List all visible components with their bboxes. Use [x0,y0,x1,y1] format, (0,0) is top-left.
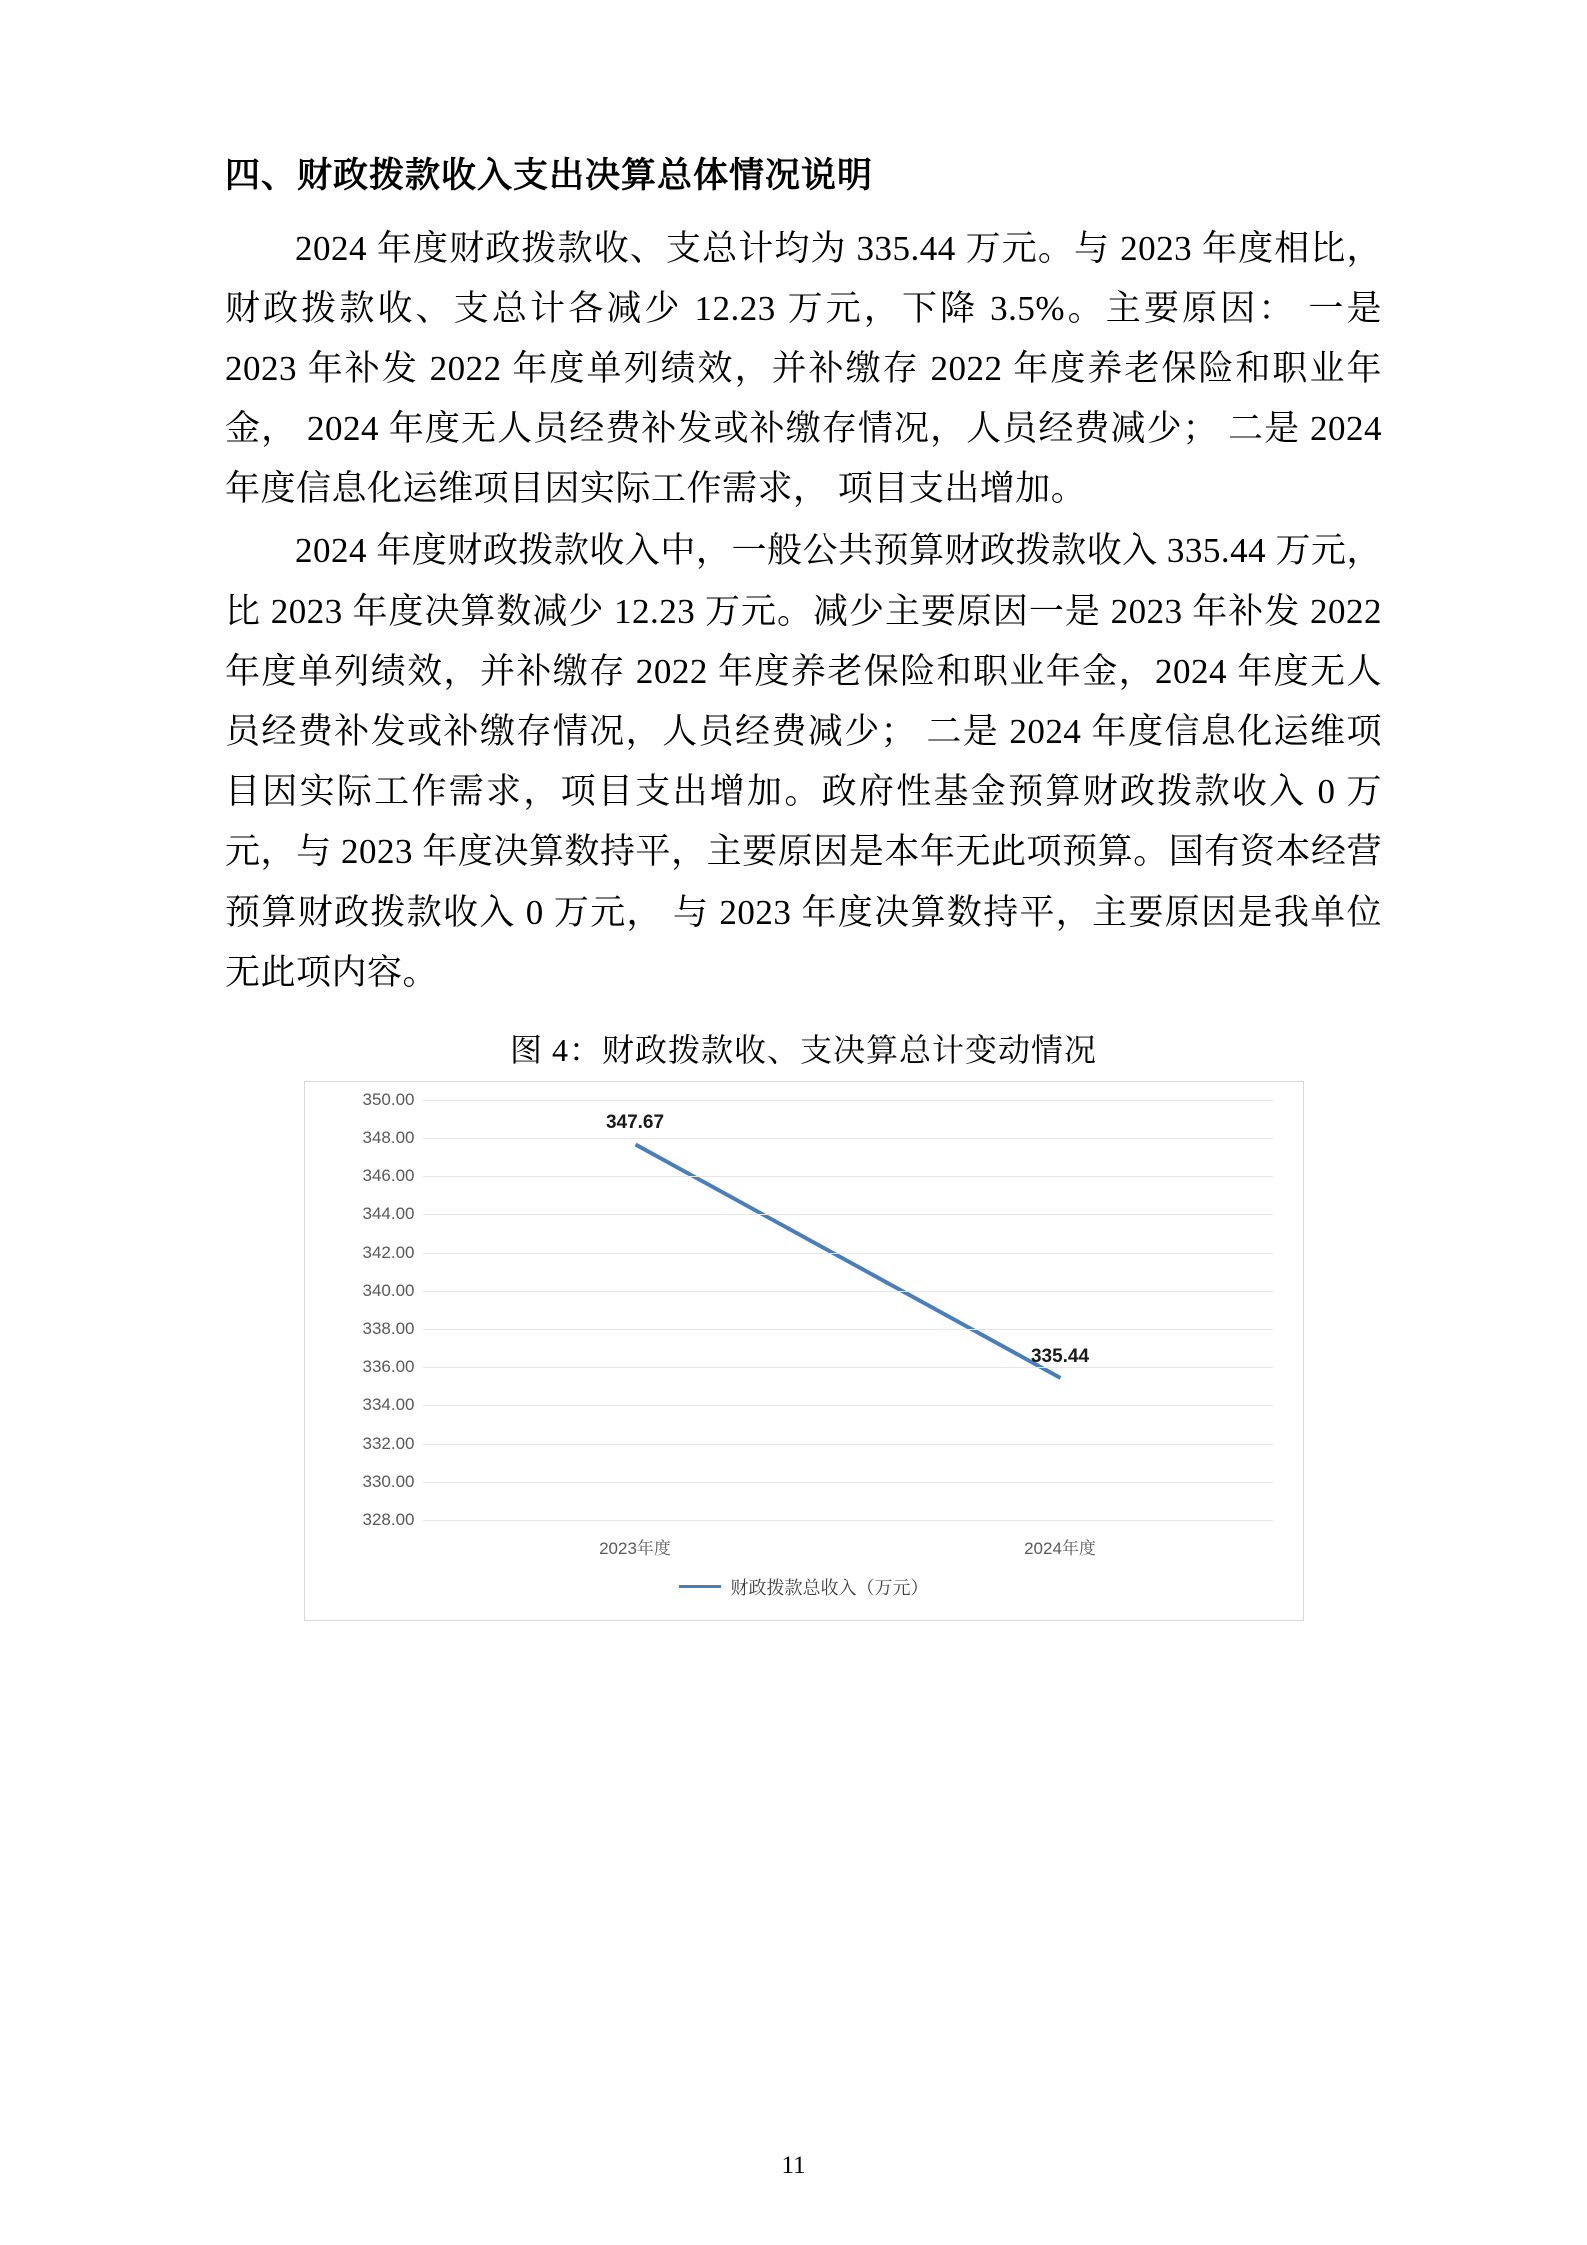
chart-line-svg [423,1100,1273,1520]
gridline [423,1367,1273,1368]
y-axis-tick: 334.00 [362,1395,415,1415]
gridline [423,1253,1273,1254]
chart-y-axis [323,1089,415,1529]
y-axis-tick: 332.00 [362,1433,415,1453]
chart-canvas [305,1082,1303,1620]
data-point-label: 347.67 [605,1112,665,1134]
legend-label: 财政拨款总收入（万元） [730,1577,929,1598]
paragraph-1: 2024 年度财政拨款收、支总计均为 335.44 万元。与 2023 年度相比，财政拨款收、支总计各减少 12.23 万元，下降 3.5%。主要原因： 一是 2023 年补发 2022 年度单列绩效，并补缴存 2022 年度养老保险和职业年金， 2024 年度无人员经费补发或补缴存情况，人员经费减少； 二是 2024 年度信息化运维项目因实际工作需求， 项目支出增加。 [225,228,1382,509]
figure-caption: 图 4：财政拨款收、支决算总计变动情况 [509,1031,1097,1068]
series-line [635,1144,1060,1377]
gridline [423,1482,1273,1483]
y-axis-tick: 336.00 [362,1357,415,1377]
y-axis-tick: 344.00 [362,1204,415,1224]
chart-legend [305,1574,1303,1600]
legend-line-icon [679,1585,721,1588]
x-axis-tick: 2024年度 [1024,1538,1096,1558]
y-axis-tick: 346.00 [362,1166,415,1186]
section-title: 四、财政拨款收入支出决算总体情况说明 [225,156,874,195]
gridline [423,1405,1273,1406]
gridline [423,1214,1273,1215]
chart-plot-area [423,1100,1273,1520]
y-axis-tick: 330.00 [362,1471,415,1491]
y-axis-tick: 328.00 [362,1509,415,1529]
chart-x-axis [423,1534,1273,1564]
gridline [423,1520,1273,1521]
gridline [423,1444,1273,1445]
page-number: 11 [781,2152,806,2179]
paragraph-2: 2024 年度财政拨款收入中，一般公共预算财政拨款收入 335.44 万元， 比 2023 年度决算数减少 12.23 万元。减少主要原因一是 2023 年补发 2022 年度单列绩效，并补缴存 2022 年度养老保险和职业年金，2024 年度无人员经费补发或补缴存情况，人员经费减少； 二是 2024 年度信息化运维项目因实际工作需求，项目支出增加。政府性基金预算财政拨款收入 0 万元，与 2023 年度决算数持平，主要原因是本年无此项预算。国有资本经营预算财政拨款收入 0 万元， 与 2023 年度决算数持平，主要原因是我单位无此项内容。 [225,531,1382,992]
gridline [423,1138,1273,1139]
chart-figure-4 [304,1081,1304,1621]
data-point-label: 335.44 [1030,1345,1090,1367]
gridline [423,1291,1273,1292]
x-axis-tick: 2023年度 [599,1538,671,1558]
gridline [423,1100,1273,1101]
y-axis-tick: 350.00 [362,1089,415,1109]
y-axis-tick: 348.00 [362,1128,415,1148]
gridline [423,1329,1273,1330]
y-axis-tick: 342.00 [362,1242,415,1262]
y-axis-tick: 338.00 [362,1319,415,1339]
y-axis-tick: 340.00 [362,1280,415,1300]
gridline [423,1176,1273,1177]
